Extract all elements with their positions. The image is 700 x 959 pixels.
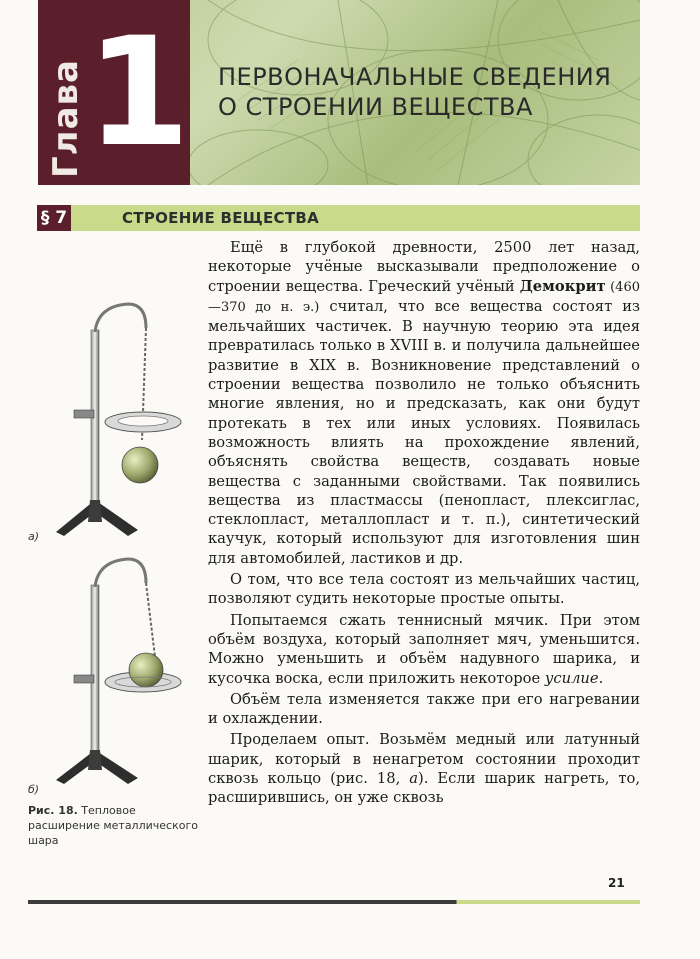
body-text [208, 238, 640, 810]
figure-caption-text: Тепловое расширение металлического шара [28, 804, 198, 847]
section-title: СТРОЕНИЕ ВЕЩЕСТВА [122, 209, 320, 227]
chapter-title: ПЕРВОНАЧАЛЬНЫЕ СВЕДЕНИЯ О СТРОЕНИИ ВЕЩЕСТВА [218, 63, 612, 121]
chapter-banner [38, 0, 640, 185]
figure-caption-ref: Рис. 18. [28, 804, 78, 817]
page-number: 21 [608, 876, 625, 890]
paragraph: Попытаемся сжать теннисный мячик. При этом объём воздуха, который заполняет мяч, уменьшится. Можно уменьшить и объём надувного шарика, и кусочка воска, если приложить некоторое усилие. [208, 611, 640, 687]
emphasis: усилие [544, 669, 599, 687]
chapter-label-block [38, 0, 190, 185]
figure-label-b: б) [28, 783, 40, 796]
figure-caption [28, 803, 198, 848]
chapter-number: 1 [86, 6, 191, 180]
scientist-name: Демокрит [519, 277, 606, 295]
chapter-word: Глава [46, 59, 86, 178]
paragraph: О том, что все тела состоят из мельчайших частиц, позволяют судить некоторые простые опыты. [208, 571, 640, 608]
scientist-dates: (460—370 до н. э.) [208, 279, 640, 315]
figure-label-a: а) [28, 530, 40, 543]
footer-rule [28, 900, 640, 904]
paragraph: Ещё в глубокой древности, 2500 лет назад, некоторые учёные высказывали предположение о строении вещества. Греческий учёный Демокрит (460—370 до н. э.) считал, что все вещества состоят из мельчайших частичек. В научную теорию эта идея превратилась только в XVIII в. и получила дальнейшее развитие в XIX в. Возникновение представлений о строении вещества позволило не только объяснить многие явления, но и предсказать, как они будут протекать в тех или иных условиях. Появилась возможность влиять на прохождение явлений, объяснять свойства веществ, создавать новые вещества с заданными свойствами. Так появились вещества из пластмассы (пенопласт, плексиглас, стеклопласт, металлопласт и т. п.), синтетический каучук, который используют для изготовления шин для автомобилей, ластиков и др. [208, 239, 640, 567]
figure-18a-illustration [28, 300, 188, 545]
paragraph: Объём тела изменяется также при его нагревании и охлаждении. [208, 690, 640, 728]
section-number: § 7 [37, 205, 71, 231]
paragraph: Проделаем опыт. Возьмём медный или латунный шарик, который в ненагретом состоянии проходит сквозь кольцо (рис. 18, а). Если шарик нагреть, то, расширившись, он уже сквозь [208, 731, 640, 807]
figure-18b-illustration [28, 555, 188, 790]
emphasis: а [409, 770, 419, 788]
section-header [37, 205, 640, 231]
